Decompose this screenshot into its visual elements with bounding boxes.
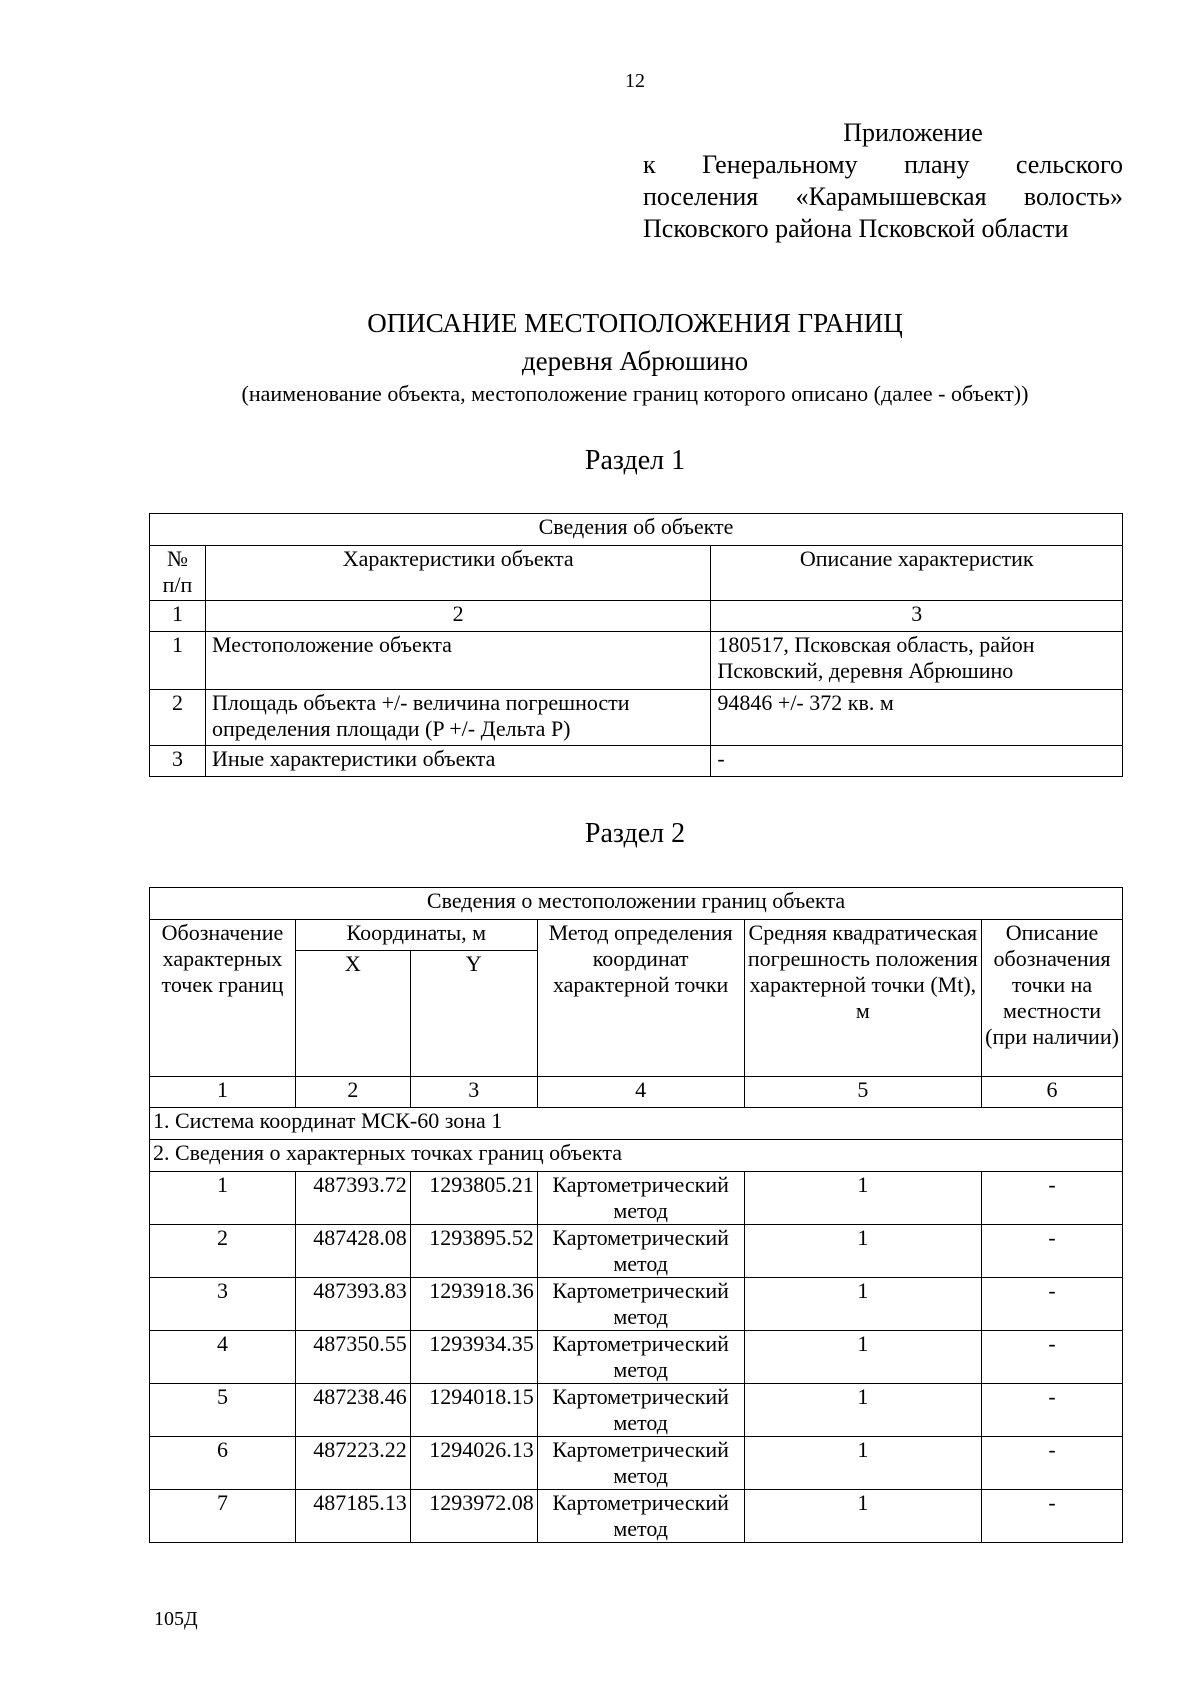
appendix-line: Псковского района Псковской области [643,214,1069,243]
characteristic-cell: Иные характеристики объекта [205,746,710,777]
points-body [150,1172,1123,1543]
point-number: 1 [150,1172,296,1225]
method-cell: Картометрический метод [537,1437,744,1490]
points-caption-row: 2. Сведения о характерных точках границ объекта [150,1140,1123,1172]
description-cell: 94846 +/- 372 кв. м [711,690,1123,746]
row-number: 1 [150,632,206,690]
table-row [150,1437,1123,1490]
header-coords: Координаты, м [295,920,537,951]
y-coordinate: 1294018.15 [410,1384,537,1437]
boundary-points-table [149,887,1123,1543]
appendix-block [643,117,1123,245]
appendix-line: к Генеральному плану сельского [643,150,1123,179]
table-row [150,1278,1123,1331]
error-cell: 1 [744,1172,982,1225]
characteristic-cell: Площадь объекта +/- величина погрешности определения площади (P +/- Дельта P) [205,690,710,746]
column-number: 2 [205,601,710,632]
method-cell: Картометрический метод [537,1172,744,1225]
point-number: 7 [150,1490,296,1543]
page-number: 12 [625,70,645,92]
table-row [150,1225,1123,1278]
column-number: 5 [744,1077,982,1108]
appendix-title: Приложение [843,118,983,147]
header-y: Y [410,951,537,1077]
point-number: 3 [150,1278,296,1331]
error-cell: 1 [744,1384,982,1437]
row-number: 3 [150,746,206,777]
header-cell: Характеристики объекта [205,546,710,601]
point-number: 5 [150,1384,296,1437]
column-number: 1 [150,1077,296,1108]
method-cell: Картометрический метод [537,1225,744,1278]
y-coordinate: 1293934.35 [410,1331,537,1384]
description-cell: - [982,1225,1123,1278]
x-coordinate: 487185.13 [295,1490,410,1543]
description-cell: - [982,1278,1123,1331]
error-cell: 1 [744,1225,982,1278]
column-number: 3 [711,601,1123,632]
error-cell: 1 [744,1490,982,1543]
point-number: 4 [150,1331,296,1384]
method-cell: Картометрический метод [537,1384,744,1437]
method-cell: Картометрический метод [537,1278,744,1331]
header-method: Метод определения координат характерной точки [537,920,744,1077]
table-caption: Сведения об объекте [150,514,1123,546]
error-cell: 1 [744,1437,982,1490]
y-coordinate: 1293895.52 [410,1225,537,1278]
column-number: 3 [410,1077,537,1108]
error-cell: 1 [744,1331,982,1384]
column-number: 1 [150,601,206,632]
method-cell: Картометрический метод [537,1331,744,1384]
table-row [150,1331,1123,1384]
row-number: 2 [150,690,206,746]
x-coordinate: 487223.22 [295,1437,410,1490]
point-number: 2 [150,1225,296,1278]
y-coordinate: 1294026.13 [410,1437,537,1490]
column-number: 4 [537,1077,744,1108]
y-coordinate: 1293972.08 [410,1490,537,1543]
section1-title: Раздел 1 [584,445,686,476]
point-number: 6 [150,1437,296,1490]
column-number: 6 [982,1077,1123,1108]
header-point: Обозначение характерных точек границ [150,920,296,1077]
description-cell: - [982,1490,1123,1543]
header-x: X [295,951,410,1077]
y-coordinate: 1293805.21 [410,1172,537,1225]
x-coordinate: 487428.08 [295,1225,410,1278]
x-coordinate: 487393.83 [295,1278,410,1331]
table-row [150,746,1123,777]
column-number: 2 [295,1077,410,1108]
description-cell: - [982,1331,1123,1384]
table-row [150,690,1123,746]
x-coordinate: 487238.46 [295,1384,410,1437]
description-cell: 180517, Псковская область, район Псковский, деревня Абрюшино [711,632,1123,690]
description-cell: - [711,746,1123,777]
y-coordinate: 1293918.36 [410,1278,537,1331]
table-row [150,1172,1123,1225]
appendix-line: поселения «Карамышевская волость» [643,182,1123,211]
coordinate-system-row: 1. Система координат МСК-60 зона 1 [150,1108,1123,1140]
object-info-table [149,513,1123,777]
header-cell: Описание характеристик [711,546,1123,601]
document-note: (наименование объекта, местоположение границ которого описано (далее - объект)) [241,381,1029,406]
table-row [150,1490,1123,1543]
table-row [150,1384,1123,1437]
characteristic-cell: Местоположение объекта [205,632,710,690]
document-title: ОПИСАНИЕ МЕСТОПОЛОЖЕНИЯ ГРАНИЦ [367,308,903,338]
footer-code: 105Д [154,1608,198,1630]
description-cell: - [982,1437,1123,1490]
x-coordinate: 487393.72 [295,1172,410,1225]
method-cell: Картометрический метод [537,1490,744,1543]
table-row [150,632,1123,690]
section2-title: Раздел 2 [584,818,686,849]
document-subtitle: деревня Абрюшино [521,346,749,376]
header-error: Средняя квадратическая погрешность положения характерной точки (Mt), м [744,920,982,1077]
header-description: Описание обозначения точки на местности (при наличии) [982,920,1123,1077]
table-caption: Сведения о местоположении границ объекта [150,888,1123,920]
description-cell: - [982,1384,1123,1437]
description-cell: - [982,1172,1123,1225]
error-cell: 1 [744,1278,982,1331]
header-cell: № п/п [150,546,206,601]
x-coordinate: 487350.55 [295,1331,410,1384]
